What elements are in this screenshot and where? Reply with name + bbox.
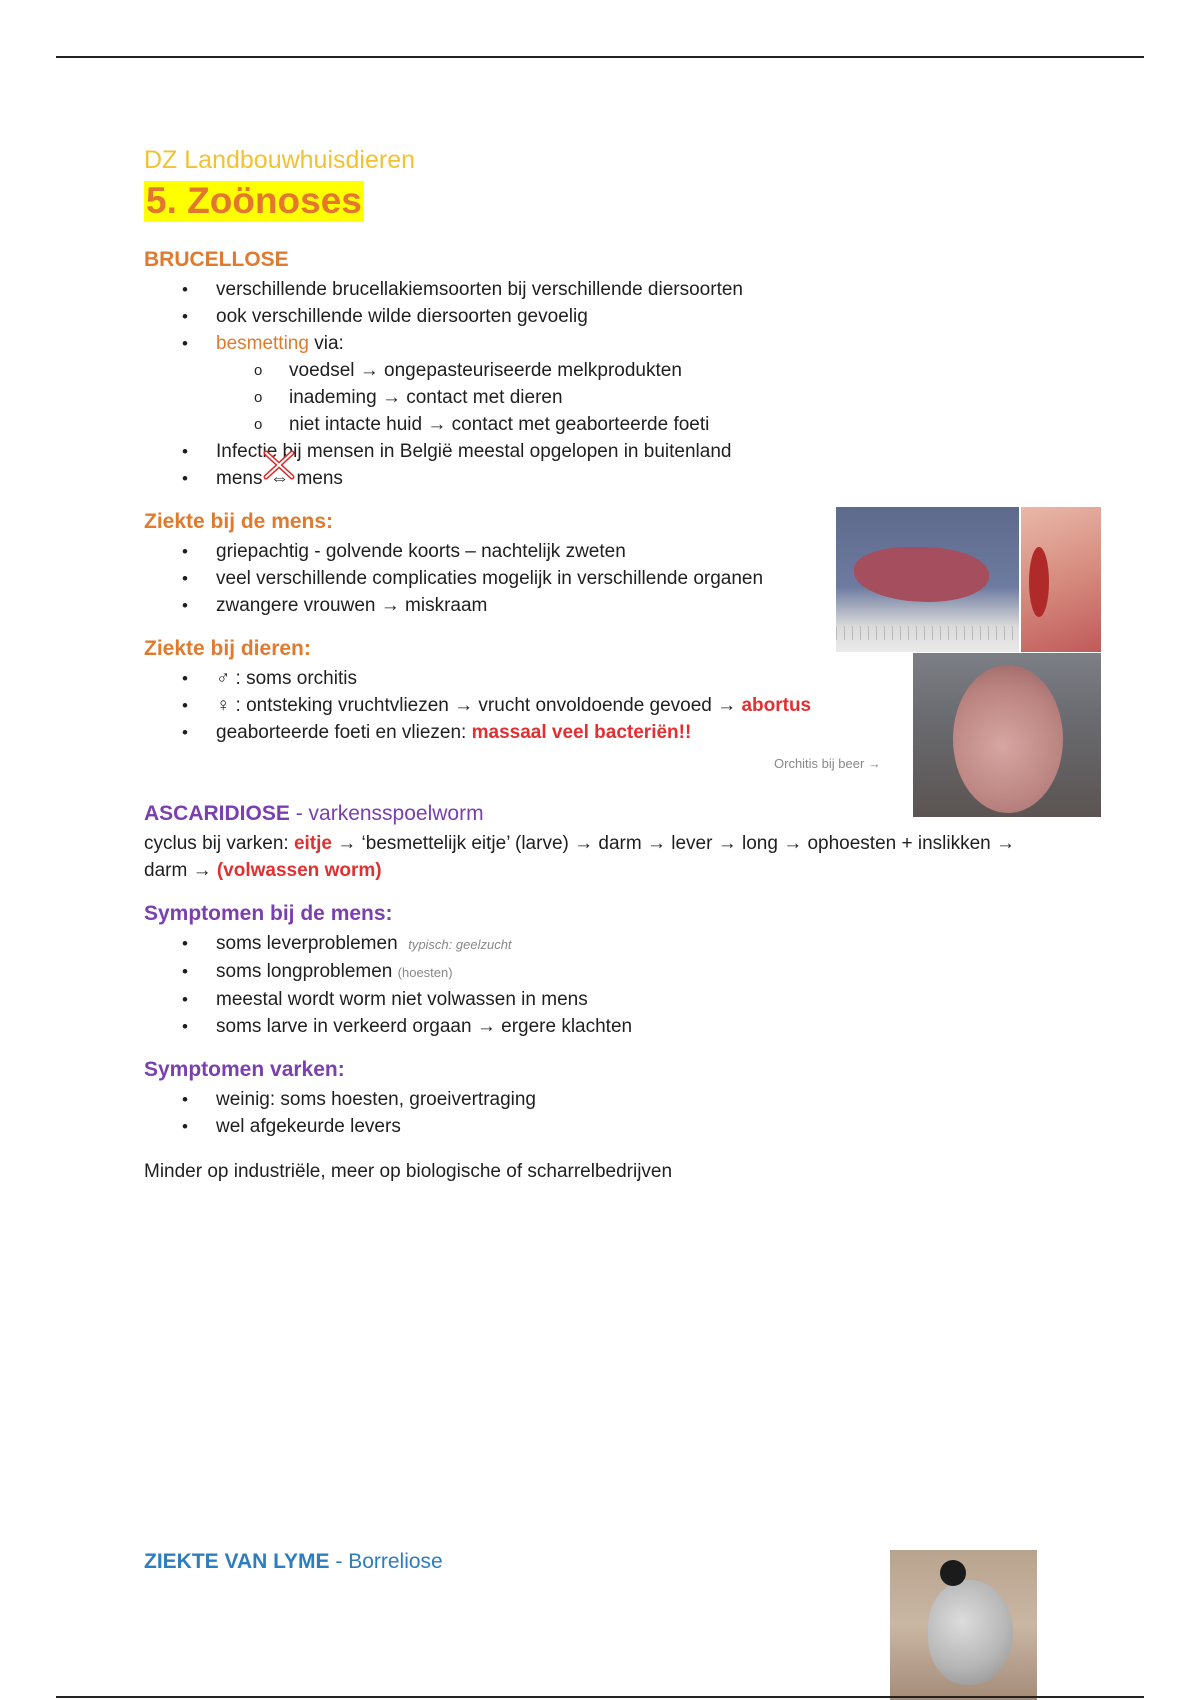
list-item xyxy=(144,330,1044,357)
brucellose-list xyxy=(144,276,1044,357)
list-item: • zwangere vrouwen → miskraam xyxy=(144,592,1044,619)
ziekte-mens-title: Ziekte bij de mens: xyxy=(144,510,334,534)
list-item: • weinig: soms hoesten, groeivertraging xyxy=(144,1086,1044,1113)
list-item: • veel verschillende complicaties mogelijk in verschillende organen xyxy=(144,565,1044,592)
lyme-subtitle: - Borreliose xyxy=(329,1550,443,1573)
bottom-rule xyxy=(56,1696,1144,1698)
ascaridiose-subtitle: - varkensspoelworm xyxy=(289,802,484,826)
list-item: • ook verschillende wilde diersoorten gevoelig xyxy=(144,303,1044,330)
mens-left: mens xyxy=(216,467,263,489)
ascaridiose-cycle xyxy=(144,830,1044,884)
cycle-intro: cyclus bij varken: xyxy=(144,833,294,855)
symptomen-varken-list xyxy=(144,1086,1044,1140)
red-cross-icon xyxy=(260,445,298,485)
list-item xyxy=(144,692,1044,719)
item-text: soms leverproblemen xyxy=(216,933,398,955)
besmetting-keyword: besmetting xyxy=(216,332,309,354)
double-arrow: ⇔ xyxy=(269,468,289,490)
list-item: • meestal wordt worm niet volwassen in mens xyxy=(144,986,1044,1013)
document-page xyxy=(144,146,1044,1185)
symptomen-mens-title: Symptomen bij de mens: xyxy=(144,902,393,926)
lyme-title xyxy=(144,1550,443,1574)
item-note: typisch: geelzucht xyxy=(408,937,512,953)
bacteria-highlight: massaal veel bacteriën!! xyxy=(471,722,692,744)
cycle-egg: eitje xyxy=(293,833,332,855)
list-item xyxy=(144,930,1044,958)
fetal-membranes-photo xyxy=(1021,507,1101,652)
ascaridiose-title xyxy=(144,802,1044,826)
section-brucellose-title: BRUCELLOSE xyxy=(144,247,289,271)
course-title: DZ Landbouwhuisdieren xyxy=(144,146,416,174)
besmetting-sublist xyxy=(144,357,1044,438)
ziekte-dieren-title: Ziekte bij dieren: xyxy=(144,637,311,661)
top-rule xyxy=(56,56,1144,58)
list-item: • griepachtig - golvende koorts – nachtelijk zweten xyxy=(144,538,1044,565)
chapter-title: 5. Zoönoses xyxy=(146,180,362,221)
sub-list-item: o inademing → contact met dieren xyxy=(144,384,1044,411)
orchitis-caption: Orchitis bij beer → xyxy=(774,756,881,771)
foeti-text: geaborteerde foeti en vliezen: xyxy=(216,722,472,744)
lyme-name: ZIEKTE VAN LYME xyxy=(144,1550,330,1573)
list-item: • verschillende brucellakiemsoorten bij verschillende diersoorten xyxy=(144,276,1044,303)
bedrijven-note: Minder op industriële, meer op biologische of scharrelbedrijven xyxy=(144,1161,673,1183)
orchitis-boar-photo xyxy=(913,653,1101,817)
list-item xyxy=(144,958,1044,986)
cycle-adult: (volwassen worm) xyxy=(216,860,382,882)
mens-right: mens xyxy=(296,467,343,489)
list-item: • soms larve in verkeerd orgaan → ergere klachten xyxy=(144,1013,1044,1040)
tick-photo xyxy=(890,1550,1037,1700)
item-note: (hoesten) xyxy=(397,965,453,981)
crossed-arrow xyxy=(262,465,296,492)
besmetting-rest: via: xyxy=(308,332,344,354)
abortus-highlight: abortus xyxy=(741,695,812,717)
sub-list-item: o voedsel → ongepasteuriseerde melkprodukten xyxy=(144,357,1044,384)
brucellose-list-2 xyxy=(144,438,1044,492)
ziekte-dieren-list xyxy=(144,665,1044,746)
aborted-fetus-photo xyxy=(836,507,1019,652)
item-text: soms longproblemen xyxy=(216,961,393,983)
list-item: • wel afgekeurde levers xyxy=(144,1113,1044,1140)
symptomen-varken-title: Symptomen varken: xyxy=(144,1058,345,1082)
ascaridiose-name: ASCARIDIOSE xyxy=(144,802,290,826)
symptomen-mens-list xyxy=(144,930,1044,1040)
female-text: ♀ : ontsteking vruchtvliezen → vrucht onvoldoende gevoed → xyxy=(216,695,742,717)
cycle-steps: → ‘besmettelijk eitje’ (larve) → darm → lever → long → ophoesten + inslikken → darm → xyxy=(144,833,1016,882)
sub-list-item: o niet intacte huid → contact met geaborteerde foeti xyxy=(144,411,1044,438)
list-item: • Infectie bij mensen in België meestal opgelopen in buitenland xyxy=(144,438,1044,465)
list-item: • ♂ : soms orchitis xyxy=(144,665,1044,692)
list-item xyxy=(144,719,1044,746)
list-item xyxy=(144,465,1044,492)
